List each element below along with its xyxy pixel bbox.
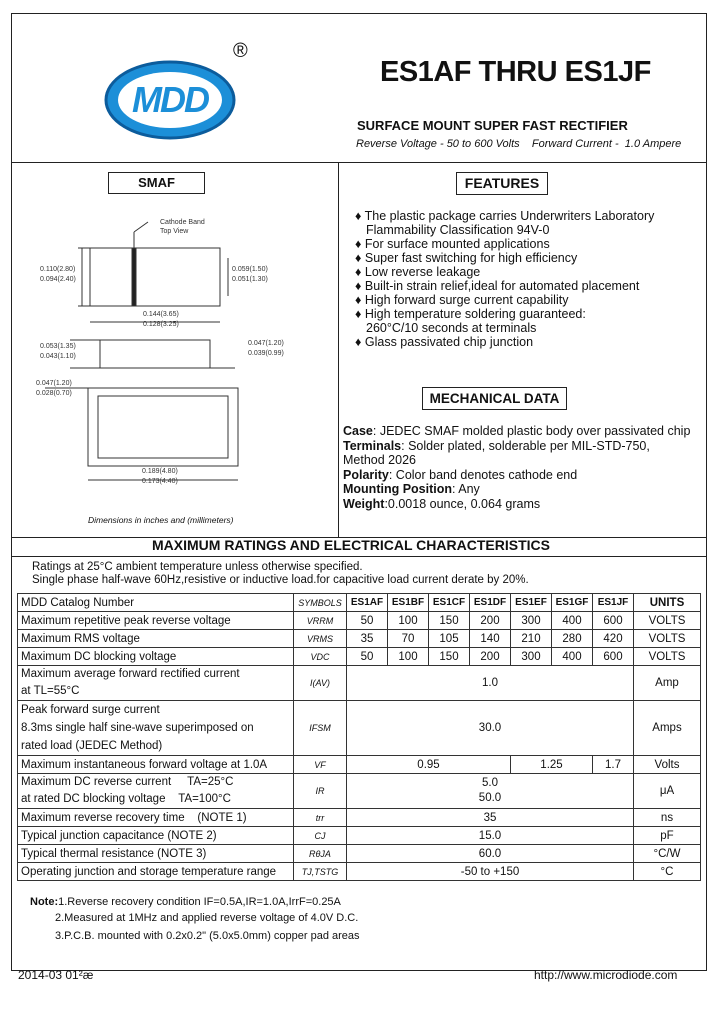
mechanical-data: Case: JEDEC SMAF molded plastic body over passivated chip Terminals: Solder plated, solderable per MIL-STD-750, Method 2026 Polarity: Color band denotes cathode end Mounting Position: Any Weight:0.0018 ounce, 0.064 grams bbox=[343, 424, 691, 511]
ratings-table bbox=[17, 593, 701, 881]
dim-label: 0.144(3.65) bbox=[143, 311, 179, 318]
features-list bbox=[355, 209, 695, 349]
bullet-icon: ♦ bbox=[355, 307, 362, 321]
dim-label: 0.128(3.25) bbox=[143, 321, 179, 328]
list-item: ♦ High temperature soldering guaranteed: bbox=[355, 307, 586, 321]
ratings-heading: MAXIMUM RATINGS AND ELECTRICAL CHARACTERISTICS bbox=[152, 537, 550, 553]
bullet-icon: ♦ bbox=[355, 251, 362, 265]
package-heading: SMAF bbox=[108, 172, 205, 194]
cathode-band-label: Cathode Band bbox=[160, 219, 205, 226]
list-item: Flammability Classification 94V-0 bbox=[366, 223, 550, 237]
dim-label: 0.110(2.80) bbox=[40, 266, 76, 273]
list-item: ♦ Super fast switching for high efficiency bbox=[355, 251, 578, 265]
dim-label: 0.059(1.50) bbox=[232, 266, 268, 273]
ratings-note-2: Single phase half-wave 60Hz,resistive or inductive load.for capacitive load current derate by 20%. bbox=[32, 574, 529, 586]
mechanical-heading: MECHANICAL DATA bbox=[422, 387, 567, 410]
bullet-icon: ♦ bbox=[355, 335, 362, 349]
table-row: Maximum repetitive peak reverse voltage VRRM 50 100 150 200 300 400 600 VOLTS bbox=[18, 612, 701, 630]
list-item: ♦ Glass passivated chip junction bbox=[355, 335, 534, 349]
ratings-note-1: Ratings at 25°C ambient temperature unless otherwise specified. bbox=[32, 561, 363, 573]
table-row: Maximum RMS voltage VRMS 35 70 105 140 210 280 420 VOLTS bbox=[18, 630, 701, 648]
features-heading: FEATURES bbox=[456, 172, 548, 195]
table-row: Maximum DC reverse current TA=25°C at rated DC blocking voltage TA=100°C IR 5.0 50.0 μA bbox=[18, 774, 701, 809]
table-row: Peak forward surge current 8.3ms single half sine-wave superimposed on rated load (JEDEC Method) IFSM 30.0 Amps bbox=[18, 701, 701, 756]
table-header-row: MDD Catalog Number SYMBOLS ES1AF ES1BF ES1CF ES1DF ES1EF ES1GF ES1JF UNITS bbox=[18, 594, 701, 612]
list-item: ♦ For surface mounted applications bbox=[355, 237, 550, 251]
list-item: ♦ Low reverse leakage bbox=[355, 265, 481, 279]
table-row: Maximum average forward rectified current at TL=55°C I(AV) 1.0 Amp bbox=[18, 666, 701, 701]
dim-label: 0.047(1.20) bbox=[36, 380, 72, 387]
list-item: 260°C/10 seconds at terminals bbox=[366, 321, 537, 335]
list-item: ♦ High forward surge current capability bbox=[355, 293, 569, 307]
table-row: Maximum DC blocking voltage VDC 50 100 150 200 300 400 600 VOLTS bbox=[18, 648, 701, 666]
svg-text:MDD: MDD bbox=[132, 79, 208, 120]
bullet-icon: ♦ bbox=[355, 237, 362, 251]
mdd-logo-icon bbox=[100, 50, 250, 140]
footer-url[interactable]: http://www.microdiode.com bbox=[534, 968, 678, 982]
dim-label: 0.028(0.70) bbox=[36, 390, 72, 397]
spec-line: Reverse Voltage - 50 to 600 Volts Forward Current - 1.0 Ampere bbox=[356, 138, 682, 150]
table-row: Maximum reverse recovery time (NOTE 1) trr 35 ns bbox=[18, 809, 701, 827]
dim-label: 0.043(1.10) bbox=[40, 353, 76, 360]
logo bbox=[100, 50, 250, 140]
footer-date: 2014-03 01²æ bbox=[18, 968, 94, 982]
top-view-label: Top View bbox=[160, 228, 189, 235]
dimensions-caption: Dimensions in inches and (millimeters) bbox=[88, 515, 234, 525]
bullet-icon: ♦ bbox=[355, 209, 362, 223]
page-title: ES1AF THRU ES1JF bbox=[380, 56, 651, 88]
notes: Note:1.Reverse recovery condition IF=0.5A,IR=1.0A,IrrF=0.25A 2.Measured at 1MHz and applied reverse voltage of 4.0V D.C. 3.P.C.B. mounted with 0.2x0.2" (5.0x5.0mm) copper pad areas bbox=[30, 896, 360, 942]
registered-mark: ® bbox=[233, 40, 248, 62]
list-item: ♦ Built-in strain relief,ideal for automated placement bbox=[355, 279, 640, 293]
table-row: Operating junction and storage temperature range TJ,TSTG -50 to +150 °C bbox=[18, 863, 701, 881]
dim-label: 0.047(1.20) bbox=[248, 340, 284, 347]
dim-label: 0.094(2.40) bbox=[40, 276, 76, 283]
dim-label: 0.053(1.35) bbox=[40, 343, 76, 350]
table-row: Maximum instantaneous forward voltage at 1.0A VF 0.95 1.25 1.7 Volts bbox=[18, 756, 701, 774]
list-item: ♦ The plastic package carries Underwriters Laboratory bbox=[355, 209, 655, 223]
dim-label: 0.173(4.40) bbox=[142, 478, 178, 485]
bullet-icon: ♦ bbox=[355, 293, 362, 307]
bullet-icon: ♦ bbox=[355, 265, 362, 279]
product-subtitle: SURFACE MOUNT SUPER FAST RECTIFIER bbox=[357, 118, 628, 133]
bullet-icon: ♦ bbox=[355, 279, 362, 293]
dim-label: 0.039(0.99) bbox=[248, 350, 284, 357]
dim-label: 0.051(1.30) bbox=[232, 276, 268, 283]
table-row: Typical junction capacitance (NOTE 2) CJ 15.0 pF bbox=[18, 827, 701, 845]
dim-label: 0.189(4.80) bbox=[142, 468, 178, 475]
table-row: Typical thermal resistance (NOTE 3) RθJA 60.0 °C/W bbox=[18, 845, 701, 863]
package-drawing bbox=[30, 210, 310, 510]
